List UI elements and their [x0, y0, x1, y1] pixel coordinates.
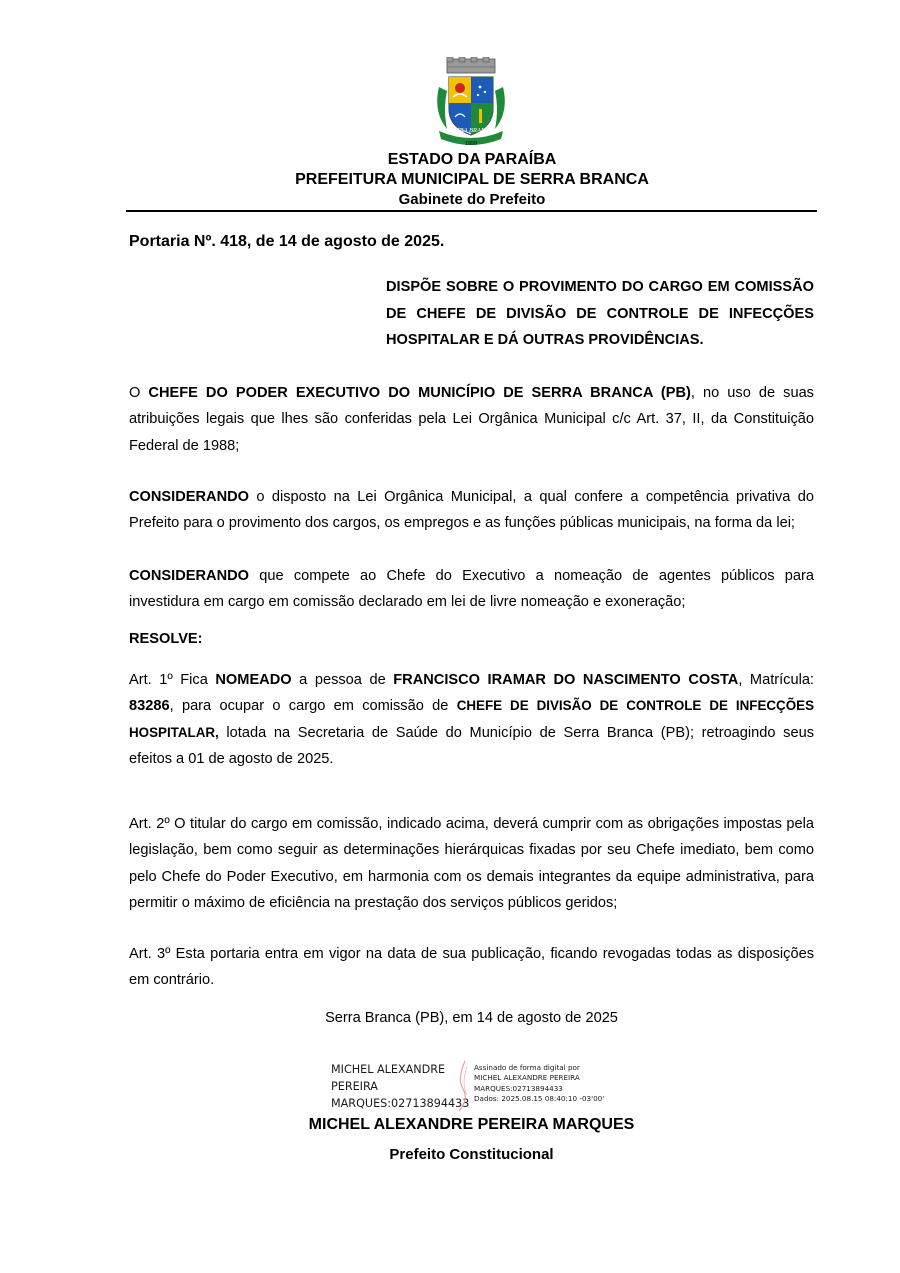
signature-meta-block: Assinado de forma digital por MICHEL ALEXANDRE PEREIRA MARQUES:02713894433 Dados: 2025.08.15 08:40:10 -03'00' [474, 1063, 605, 1104]
signature-name-block: MICHEL ALEXANDRE PEREIRA MARQUES:02713894433 [331, 1063, 470, 1110]
municipality-heading: PREFEITURA MUNICIPAL DE SERRA BRANCA [295, 171, 649, 188]
preamble-paragraph: O CHEFE DO PODER EXECUTIVO DO MUNICÍPIO DE SERRA BRANCA (PB), no uso de suas atribuições legais que lhes são conferidas pela Lei Orgânica Municipal c/c Art. 37, II, da Constituição Federal de 1988; [129, 385, 814, 454]
coat-of-arms-icon [433, 57, 509, 149]
article-1: Art. 1º Fica NOMEADO a pessoa de FRANCISCO IRAMAR DO NASCIMENTO COSTA, Matrícula: 83286, para ocupar o cargo em comissão de CHEFE DE DIVISÃO DE CONTROLE DE INFECÇÕES HOSPITALAR, lotada na Secretaria de Saúde do Município de Serra Branca (PB); retroagindo seus efeitos a 01 de agosto de 2025. [129, 672, 815, 767]
considering-paragraph-2: CONSIDERANDO que compete ao Chefe do Executivo a nomeação de agentes públicos para investidura em cargo em comissão declarado em lei de livre nomeação e exoneração; [129, 568, 814, 611]
article-3: Art. 3º Esta portaria entra em vigor na data de sua publicação, ficando revogadas todas as disposições em contrário. [129, 946, 814, 989]
header-divider [126, 210, 817, 212]
digital-signature-stamp [331, 1059, 631, 1113]
crest-motto: SERRA BRANCA [448, 127, 494, 134]
office-heading: Gabinete do Prefeito [398, 191, 546, 208]
considering-paragraph-1: CONSIDERANDO o disposto na Lei Orgânica Municipal, a qual confere a competência privativa do Prefeito para o provimento dos cargos, os empregos e as funções públicas municipais, na forma da lei; [129, 489, 814, 532]
state-heading: ESTADO DA PARAÍBA [387, 151, 557, 168]
signer-title: Prefeito Constitucional [389, 1146, 554, 1163]
article-2: Art. 2º O titular do cargo em comissão, indicado acima, deverá cumprir com as obrigações impostas pela legislação, bem como seguir as determinações hierárquicas fixadas por seu Chefe imediato, bem como pelo Chefe do Poder Executivo, em harmonia com os demais integrantes da equipe administrativa, para permitir o máximo de eficiência na prestação dos serviços públicos geridos; [129, 816, 814, 911]
crest-year: 1959 [464, 141, 478, 147]
ementa-text: DISPÕE SOBRE O PROVIMENTO DO CARGO EM COMISSÃO DE CHEFE DE DIVISÃO DE CONTROLE DE INFECÇÕES HOSPITALAR E DÁ OUTRAS PROVIDÊNCIAS. [386, 279, 814, 348]
signer-name: MICHEL ALEXANDRE PEREIRA MARQUES [308, 1116, 635, 1133]
resolve-heading: RESOLVE: [129, 631, 203, 647]
place-date: Serra Branca (PB), em 14 de agosto de 2025 [325, 1010, 618, 1026]
signature-mark-icon [453, 1059, 473, 1113]
portaria-title: Portaria Nº. 418, de 14 de agosto de 2025. [129, 233, 445, 250]
